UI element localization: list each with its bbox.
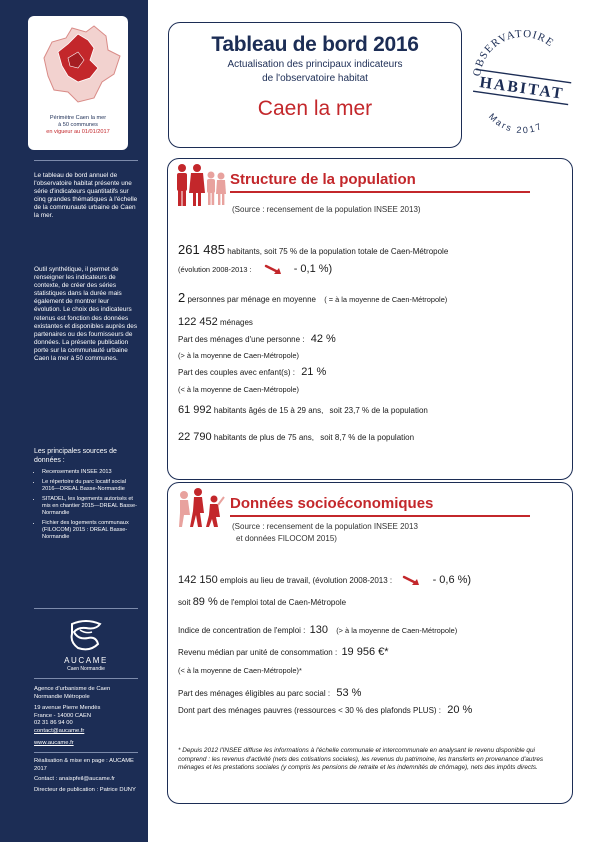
sidebar-divider bbox=[34, 752, 138, 753]
footnote: * Depuis 2012 l'INSEE diffuse les informations à l'échelle communale et intercommunale en analysant le revenu disponible qui comprend : les revenus d'activité (nets des cotisations sociales), les revenus du patrimoine, les transferts en provenance d'autres ménages et les prestations sociales (y compris les pensions de retraite et les indemnités de chômage), nets des impôts directs. bbox=[178, 747, 544, 772]
couples-compare: (< à la moyenne de Caen-Métropole) bbox=[178, 385, 299, 394]
page-subtitle-2: de l'observatoire habitat bbox=[262, 73, 368, 84]
habitants-text: habitants, soit 75 % de la population totale de Caen-Métropole bbox=[227, 247, 449, 256]
page-title: Tableau de bord 2016 bbox=[211, 33, 419, 56]
income-compare: (< à la moyenne de Caen-Métropole)* bbox=[178, 666, 302, 675]
phone: 02 31 86 94 00 bbox=[34, 720, 73, 727]
aucame-logo-icon bbox=[66, 618, 106, 654]
map-caption-line1: Périmètre Caen la mer bbox=[49, 115, 107, 121]
address-line2: France - 14000 CAEN bbox=[34, 712, 92, 719]
menages-value: 122 452 bbox=[178, 316, 218, 328]
sidebar-divider bbox=[34, 678, 138, 679]
jobs-value: 142 150 bbox=[178, 574, 218, 587]
evolution-row bbox=[178, 263, 332, 276]
source-item: • SITADEL, les logements autorisés et mis en chantier 2015—DREAL Basse-Normandie bbox=[42, 496, 138, 517]
population-card bbox=[167, 158, 573, 480]
economy-source-2: et données FILOCOM 2015) bbox=[236, 534, 337, 543]
single-compare: (> à la moyenne de Caen-Métropole) bbox=[178, 351, 299, 360]
sidebar bbox=[0, 0, 148, 842]
old-text: habitants de plus de 75 ans, bbox=[213, 433, 314, 442]
concentration-row bbox=[178, 625, 457, 636]
couples-value: 21 % bbox=[301, 366, 327, 378]
email-link[interactable]: contact@aucame.fr bbox=[34, 727, 85, 734]
down-arrow-icon bbox=[264, 264, 286, 276]
map-panel bbox=[28, 16, 128, 150]
observatoire-stamp bbox=[466, 30, 578, 142]
jobs-share-value: 89 % bbox=[192, 596, 218, 608]
concentration-label: Indice de concentration de l'emploi : bbox=[178, 626, 306, 635]
young-row bbox=[178, 405, 428, 416]
contact: Contact : anaispfeil@aucame.fr bbox=[34, 776, 115, 783]
address-line1: 19 avenue Pierre Mendès bbox=[34, 705, 101, 712]
menages-row bbox=[178, 317, 253, 328]
eligible-row bbox=[178, 688, 361, 699]
sources-list bbox=[34, 469, 138, 541]
single-label: Part des ménages d'une personne : bbox=[178, 335, 305, 344]
director: Directeur de publication : Patrice DUNY bbox=[34, 786, 136, 793]
persons-value: 2 bbox=[178, 290, 186, 305]
jobs-text: emplois au lieu de travail, (évolution 2008-2013 : bbox=[220, 576, 393, 586]
map-caption-line3: en vigueur au 01/01/2017 bbox=[46, 129, 110, 135]
young-share: soit 23,7 % de la population bbox=[329, 406, 428, 415]
org-subtitle: Caen Normandie bbox=[67, 666, 105, 672]
couples-label: Part des couples avec enfant(s) : bbox=[178, 368, 295, 377]
income-row bbox=[178, 647, 389, 658]
economy-title: Données socioéconomiques bbox=[230, 495, 434, 512]
stamp-top-text: OBSERVATOIRE bbox=[471, 30, 557, 78]
page-subtitle-1: Actualisation des principaux indicateurs bbox=[227, 59, 403, 70]
young-text: habitants âgés de 15 à 29 ans, bbox=[213, 406, 324, 415]
section-underline bbox=[230, 515, 530, 517]
territory-map-icon bbox=[28, 18, 128, 114]
jobs-share-prefix: soit bbox=[178, 598, 191, 607]
income-label: Revenu médian par unité de consommation : bbox=[178, 648, 338, 657]
website-link[interactable]: www.aucame.fr bbox=[34, 739, 74, 746]
poor-label: Dont part des ménages pauvres (ressources < 30 % des plafonds PLUS) : bbox=[178, 706, 442, 715]
eligible-value: 53 % bbox=[336, 687, 362, 699]
concentration-compare: (> à la moyenne de Caen-Métropole) bbox=[336, 626, 458, 635]
habitants-value: 261 485 bbox=[178, 242, 225, 257]
poor-row bbox=[178, 705, 472, 716]
sources-block bbox=[34, 448, 138, 544]
city-name: Caen la mer bbox=[257, 97, 373, 120]
sources-title: Les principales sources de données : bbox=[34, 448, 117, 464]
svg-text:Mars 2017 bbox=[487, 111, 544, 135]
stamp-bottom-text: Mars 2017 bbox=[486, 111, 545, 136]
eligible-label: Part des ménages éligibles au parc social : bbox=[178, 689, 331, 698]
jobs-evolution: - 0,6 %) bbox=[432, 574, 472, 587]
workers-icon bbox=[174, 485, 226, 531]
source-item: • Recensements INSEE 2013 bbox=[42, 469, 138, 476]
source-item: • Le répertoire du parc locatif social 2016—DREAL Basse-Normandie bbox=[42, 479, 138, 493]
people-icon bbox=[174, 163, 226, 209]
evolution-label: (évolution 2008-2013 : bbox=[178, 265, 252, 274]
title-box bbox=[168, 22, 462, 148]
persons-row bbox=[178, 290, 448, 305]
credits-block bbox=[34, 758, 138, 794]
poor-value: 20 % bbox=[447, 704, 473, 716]
realisation: Réalisation & mise en page : AUCAME 2017 bbox=[34, 758, 134, 772]
section-underline bbox=[230, 191, 530, 193]
menages-text: ménages bbox=[220, 318, 253, 327]
persons-text: personnes par ménage en moyenne bbox=[187, 295, 316, 304]
intro-text-2: Outil synthétique, il permet de renseigner les indicateurs de contexte, de créer des séries statistiques dans la durée mais également de montrer leur évolution. Le choix des indicateurs retenus est fonction des données existantes et disponibles auprès des partenaires ou des fournisseurs de données. La présente publication porte sur la communauté urbaine Caen la mer à 50 communes. bbox=[34, 266, 138, 363]
population-title: Structure de la population bbox=[230, 171, 416, 188]
jobs-row bbox=[178, 575, 471, 587]
economy-card bbox=[167, 482, 573, 804]
agency-block bbox=[34, 686, 138, 747]
sidebar-divider bbox=[34, 160, 138, 161]
economy-source-1: (Source : recensement de la population INSEE 2013 bbox=[232, 522, 418, 531]
down-arrow-icon bbox=[402, 575, 424, 587]
old-row bbox=[178, 432, 414, 443]
map-caption-line2: à 50 communes bbox=[58, 122, 98, 128]
single-value: 42 % bbox=[310, 333, 336, 345]
agency-name: Agence d'urbanisme de Caen Normandie Métropole bbox=[34, 686, 111, 700]
sidebar-divider bbox=[34, 608, 138, 609]
persons-compare: ( = à la moyenne de Caen-Métropole) bbox=[324, 295, 448, 304]
source-item: • Fichier des logements communaux (FILOCOM) 2015 : DREAL Basse-Normandie bbox=[42, 520, 138, 541]
map-caption bbox=[28, 115, 128, 136]
old-share: soit 8,7 % de la population bbox=[320, 433, 415, 442]
couples-row bbox=[178, 367, 326, 378]
single-row bbox=[178, 334, 336, 345]
habitants-row bbox=[178, 242, 449, 257]
concentration-value: 130 bbox=[309, 624, 328, 636]
jobs-share-row bbox=[178, 597, 346, 608]
org-name: AUCAME bbox=[64, 656, 108, 665]
population-source: (Source : recensement de la population INSEE 2013) bbox=[232, 205, 421, 214]
young-value: 61 992 bbox=[178, 404, 212, 416]
evolution-value: - 0,1 %) bbox=[293, 263, 333, 275]
income-value: 19 956 €* bbox=[341, 646, 389, 658]
old-value: 22 790 bbox=[178, 431, 212, 443]
stamp-middle-text: HABITAT bbox=[478, 74, 566, 103]
jobs-share-text: de l'emploi total de Caen-Métropole bbox=[220, 598, 347, 607]
intro-text: Le tableau de bord annuel de l'observatoire habitat présente une série d'indicateurs quantitatifs sur cinq grandes thématiques à l'échelle de la communauté urbaine de Caen la mer. bbox=[34, 172, 138, 220]
